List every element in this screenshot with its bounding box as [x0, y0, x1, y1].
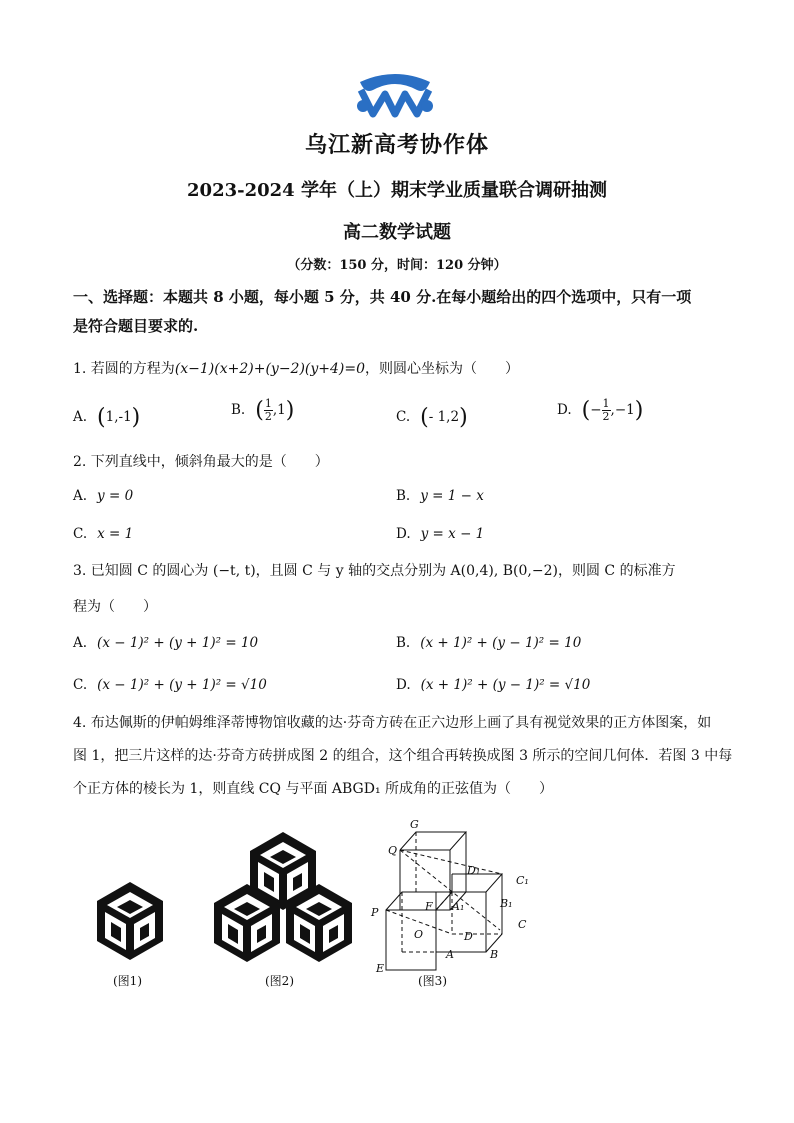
fig3-label-b: B [490, 948, 499, 961]
figure-1-cube-icon [95, 880, 165, 964]
fig3-label-c: C [518, 918, 527, 931]
q4-line3: 个正方体的棱长为 1，则直线 CQ 与平面 ABGD₁ 所成角的正弦值为（ ） [73, 781, 554, 797]
fig3-label-d1: D₁ [467, 864, 481, 877]
fig3-label-g: G [410, 818, 419, 831]
q2-option-a[interactable]: A. y = 0 [73, 488, 134, 504]
q2-option-b[interactable]: B. y = 1 − x [396, 488, 484, 504]
fig3-label-b1: B₁ [500, 897, 513, 910]
logo-icon [355, 70, 435, 120]
q1-equation: (x−1)(x+2)+(y−2)(y+4)=0 [174, 361, 366, 377]
q3-option-b[interactable]: B. (x + 1)² + (y − 1)² = 10 [396, 635, 582, 651]
q2-option-d[interactable]: D. y = x − 1 [396, 526, 485, 542]
q1-suffix: ，则圆心坐标为（ ） [365, 361, 520, 377]
q1-option-d[interactable]: D. (− $\frac{1}{2}$ ,−1) [557, 397, 644, 423]
section1-line2: 是符合题目要求的. [73, 317, 199, 335]
figure-2-cubes-icon [212, 830, 354, 964]
q2-option-c[interactable]: C. x = 1 [73, 526, 134, 542]
figure-3-geometry-diagram [368, 812, 538, 972]
org-name: 乌江新高考协作体 [304, 133, 489, 158]
q4-line2: 图 1，把三片这样的达·芬奇方砖拼成图 2 的组合，这个组合再转换成图 3 所示的空间几何体．若图 3 中每 [73, 748, 733, 764]
fig3-label-a: A [446, 948, 454, 961]
q1-option-a[interactable]: A. (1,-1) [73, 405, 141, 430]
fig3-label-d: D [464, 930, 473, 943]
q4-line1: 4. 布达佩斯的伊帕姆维泽蒂博物馆收藏的达·芬奇方砖在正六边形上画了具有视觉效果的正方体图案，如 [73, 715, 712, 731]
fig3-label-f: F [425, 900, 433, 913]
figure-3-caption: (图3) [418, 974, 447, 988]
fig3-label-p: P [371, 906, 379, 919]
q1-stem [73, 360, 519, 378]
fig3-label-q: Q [388, 844, 398, 857]
figure-1-caption: (图1) [113, 974, 142, 988]
exam-subtitle: 高二数学试题 [343, 222, 451, 243]
score-time: （分数：150 分，时间：120 分钟） [287, 258, 507, 273]
q1-option-b[interactable]: B. ( $\frac{1}{2}$ ,1) [231, 397, 295, 423]
fig3-label-o: O [414, 928, 424, 941]
q1-prefix: 1. 若圆的方程为 [73, 361, 175, 377]
q3-option-c[interactable]: C. (x − 1)² + (y + 1)² = √10 [73, 677, 267, 693]
q3-line2: 程为（ ） [73, 599, 157, 615]
q2-stem: 2. 下列直线中，倾斜角最大的是（ ） [73, 454, 329, 470]
section1-line1: 一、选择题：本题共 8 小题，每小题 5 分，共 40 分.在每小题给出的四个选项中，只有一项 [73, 288, 692, 306]
q3-line1: 3. 已知圆 C 的圆心为 (−t, t)，且圆 C 与 y 轴的交点分别为 A(0,4), B(0,−2)，则圆 C 的标准方 [73, 563, 676, 579]
fig3-label-c1: C₁ [516, 874, 529, 887]
fig3-label-e: E [376, 962, 385, 972]
fig3-label-a1: A₁ [452, 900, 465, 913]
exam-title: 2023-2024 学年（上）期末学业质量联合调研抽测 [187, 180, 607, 201]
q1-option-c[interactable]: C. (- 1,2) [396, 405, 468, 430]
q3-option-a[interactable]: A. (x − 1)² + (y + 1)² = 10 [73, 635, 259, 651]
q3-option-d[interactable]: D. (x + 1)² + (y − 1)² = √10 [396, 677, 591, 693]
figure-2-caption: (图2) [265, 974, 294, 988]
